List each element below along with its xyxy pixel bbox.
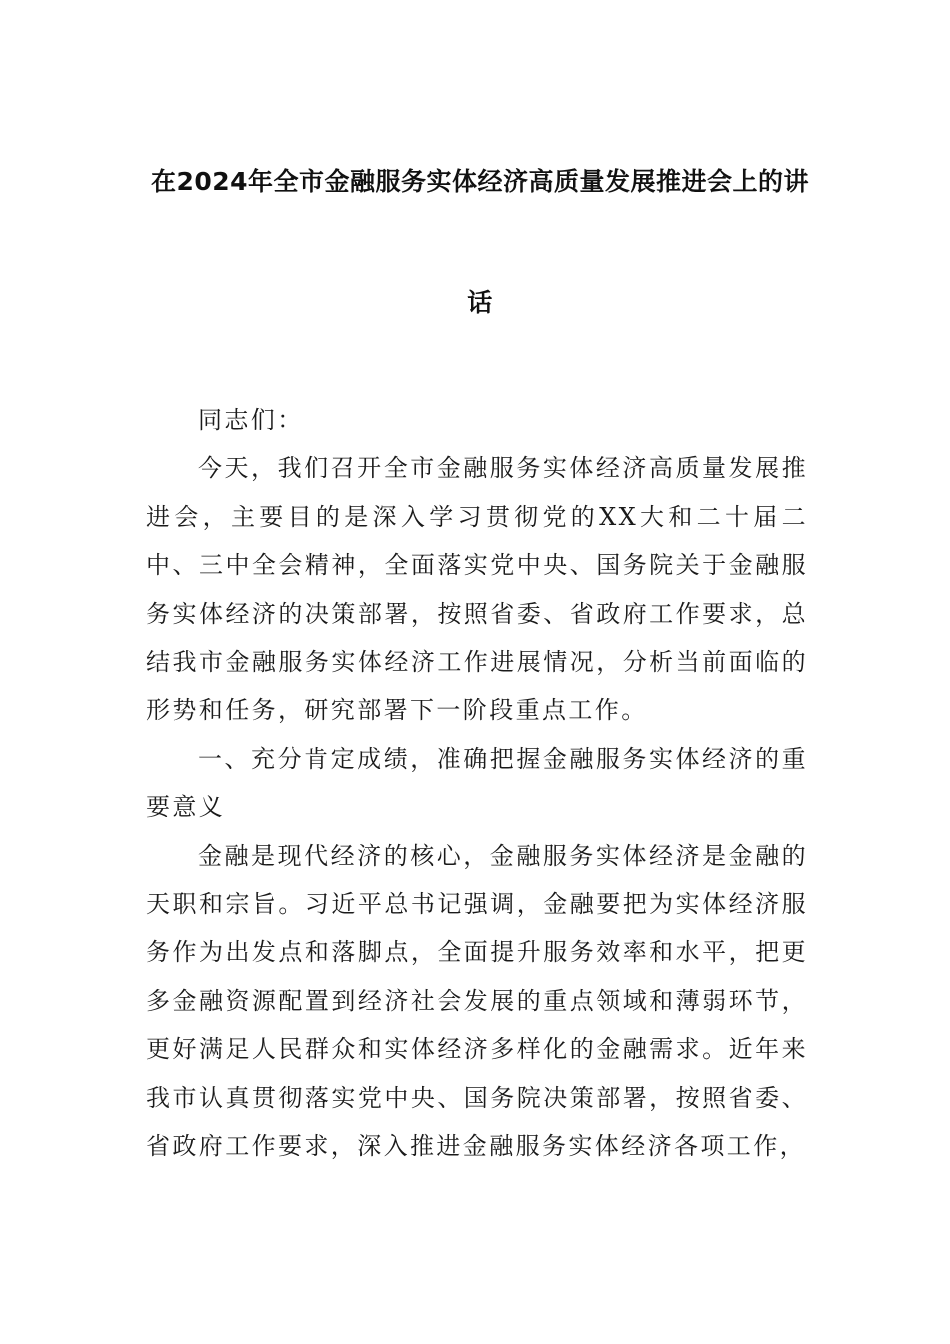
salutation: 同志们： xyxy=(198,406,304,434)
document-title-continued: 话 xyxy=(467,288,493,317)
document-title: 在2024年全市金融服务实体经济高质量发展推进会上的讲 xyxy=(150,167,810,196)
section-heading: 一、充分肯定成绩，准确把握金融服务实体经济的重要意义 xyxy=(146,744,808,822)
body-paragraph: 今天，我们召开全市金融服务实体经济高质量发展推进会，主要目的是深入学习贯彻党的XX大和二十届二中、三中全会精神，全面落实党中央、国务院关于金融服务实体经济的决策部署，按照省委、省政府工作要求，总结我市金融服务实体经济工作进展情况，分析当前面临的形势和任务，研究部署下一阶段重点工作。 xyxy=(146,454,808,725)
body-paragraph: 金融是现代经济的核心，金融服务实体经济是金融的天职和宗旨。习近平总书记强调，金融要把为实体经济服务作为出发点和落脚点，全面提升服务效率和水平，把更多金融资源配置到经济社会发展的重点领域和薄弱环节，更好满足人民群众和实体经济多样化的金融需求。近年来我市认真贯彻落实党中央、国务院决策部署，按照省委、省政府工作要求，深入推进金融服务实体经济各项工作， xyxy=(146,841,808,1161)
document-body xyxy=(146,396,808,1171)
